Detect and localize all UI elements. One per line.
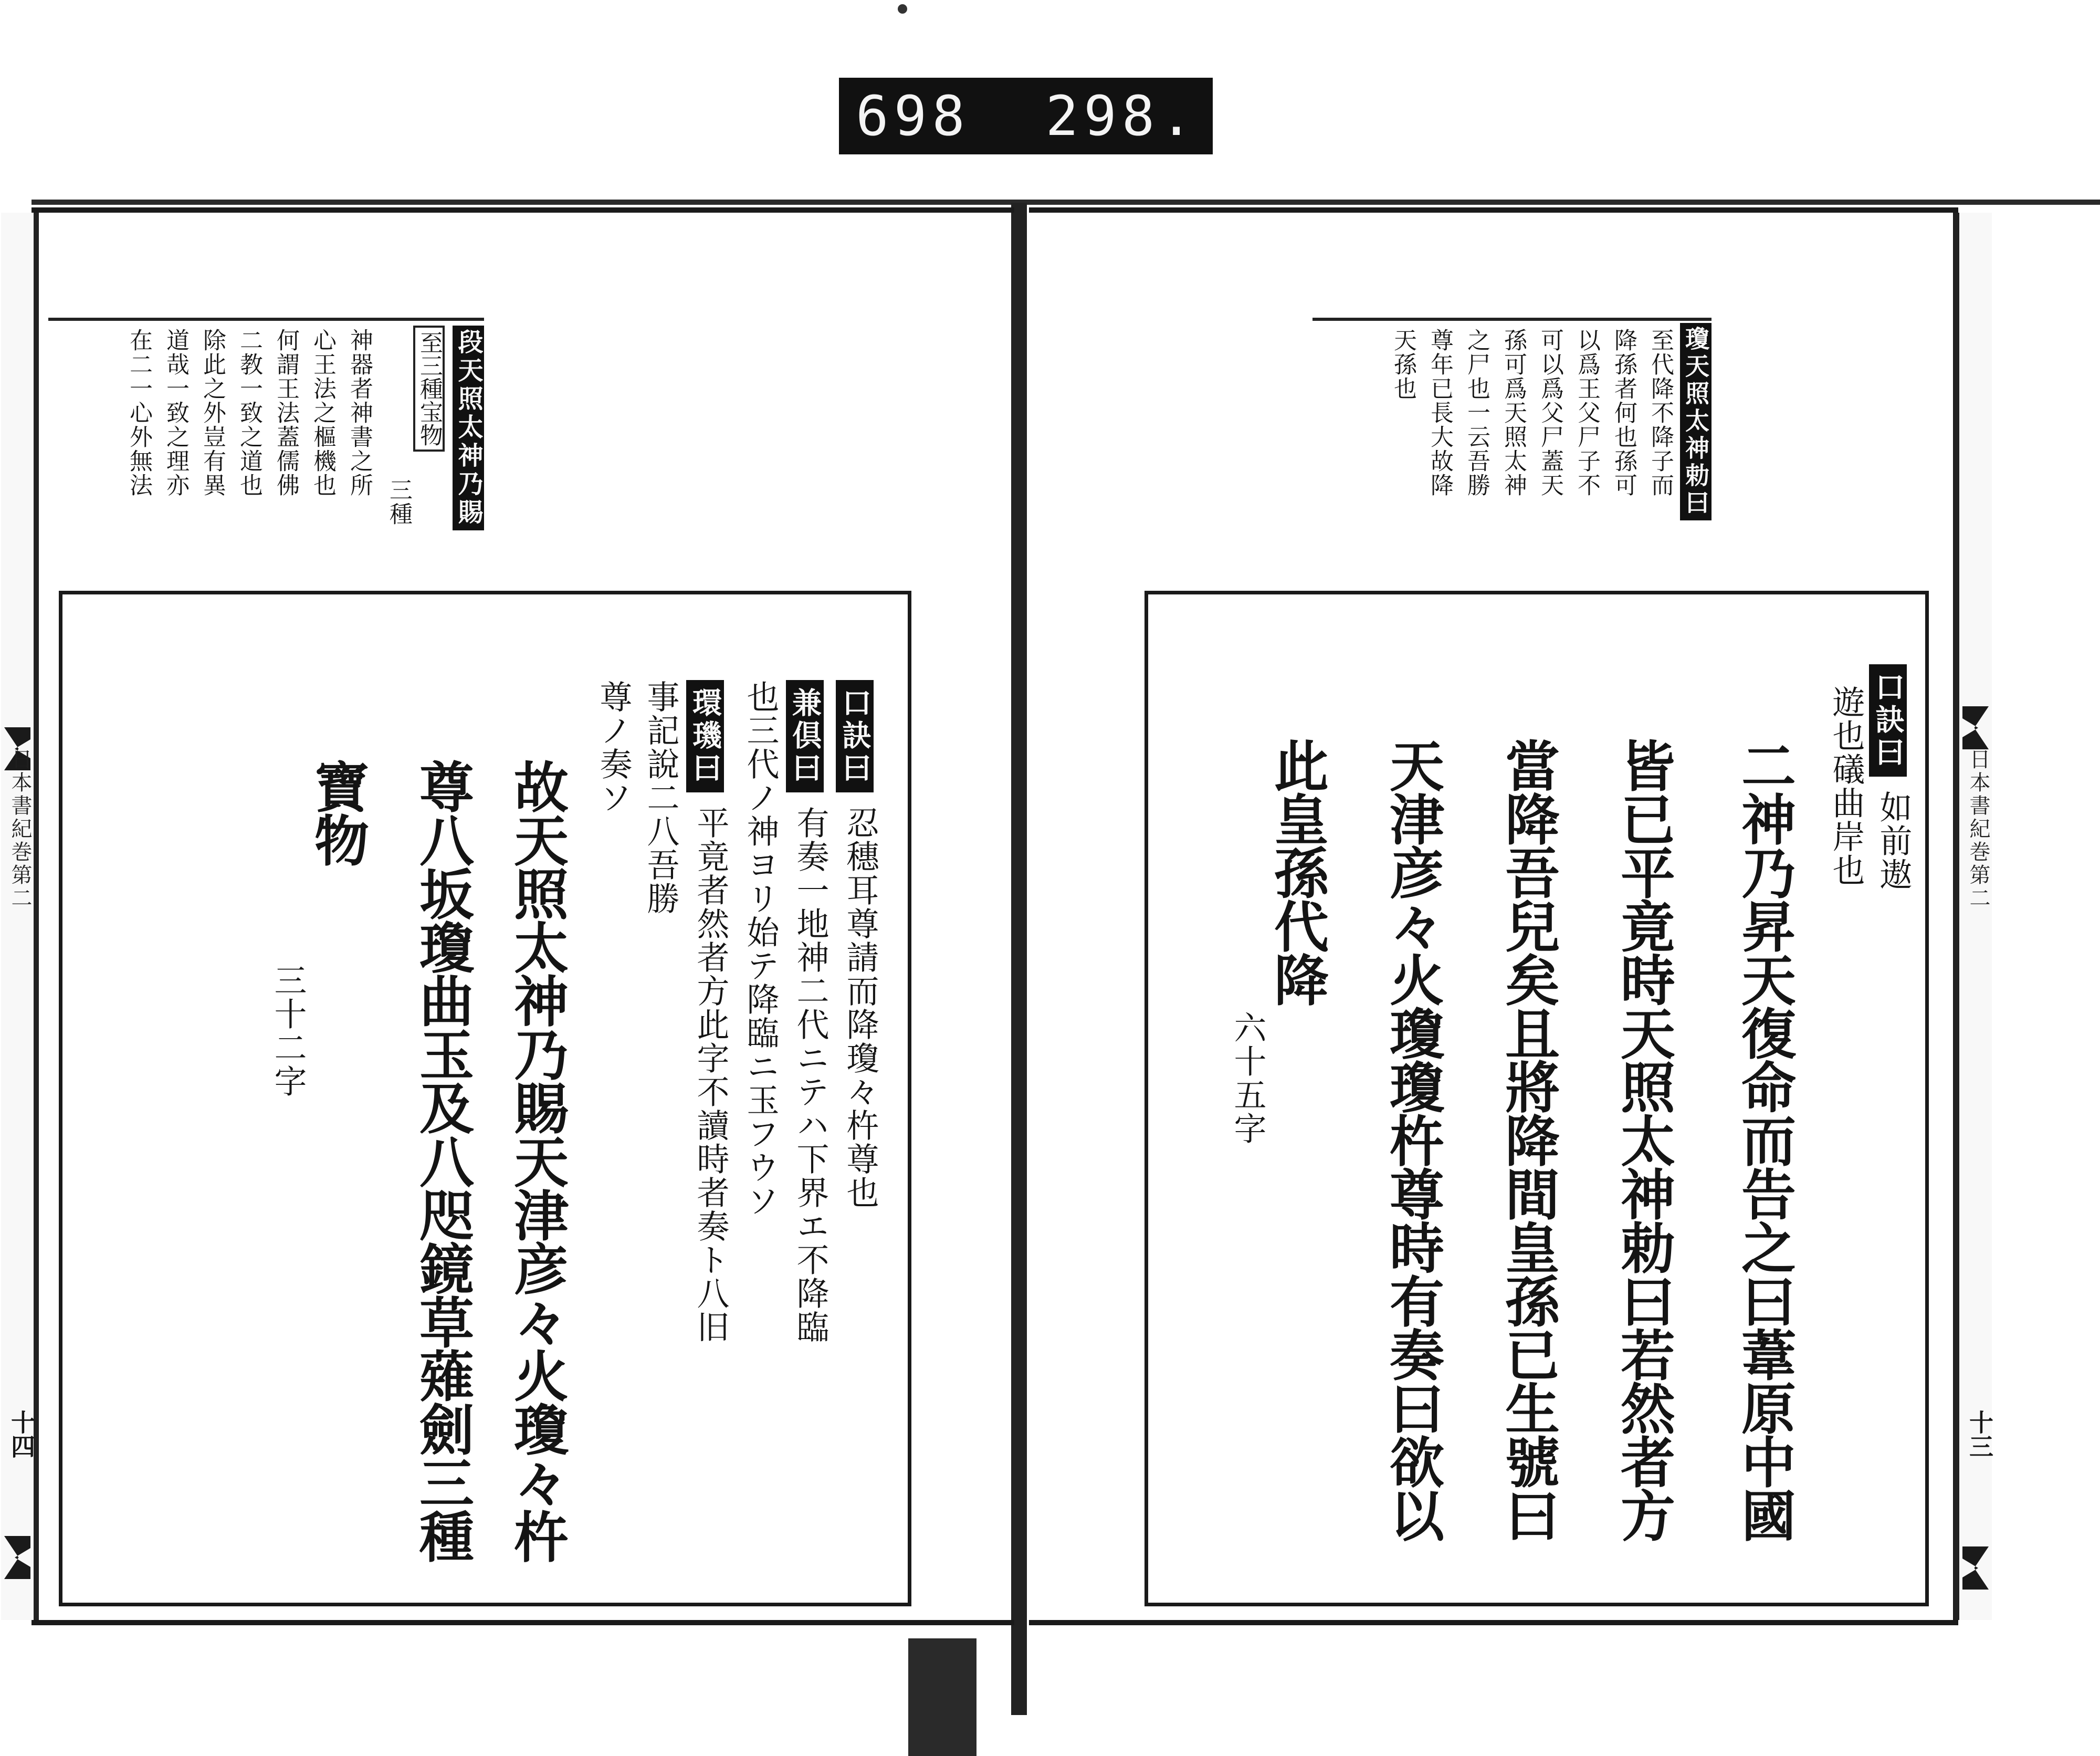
left-kuketsu-text: 忍穗耳尊請而降瓊々杵尊也 [841, 806, 879, 1209]
right-headnote-label: 瓊天照太神勅曰 [1680, 323, 1712, 520]
right-strip-title: 日本書紀巻第二 [1966, 748, 1990, 910]
right-headnote-line: 可以爲父尸蓋天 [1537, 328, 1563, 497]
right-headnote-line: 至代降不降子而 [1647, 328, 1674, 497]
right-main-line: 皆已平竟時天照太神勅曰若然者方 [1611, 738, 1676, 1541]
right-headnote-line: 之尸也一云吾勝 [1463, 328, 1490, 497]
right-headnote-line: 以爲王父尸子不 [1573, 328, 1600, 497]
fish-tail-mark-icon [1962, 706, 1989, 749]
left-kenju-label: 兼倶曰 [786, 680, 824, 792]
left-kenju-line: 也三代ノ神ヨリ始テ降臨ニ玉フウソ [741, 680, 780, 1218]
left-main-line: 故天照太神乃賜天津彦々火瓊々杵 [505, 759, 569, 1562]
left-headnote-line: 在二一心外無法 [125, 328, 152, 497]
left-headnote-tail: 三種 [385, 478, 412, 526]
left-headnote-line: 除此之外豈有異 [199, 328, 226, 497]
right-folio-number: 十三 [1966, 1410, 1994, 1458]
left-headnote-boxed-label: 至三種宝物 [413, 326, 445, 452]
left-headnote-line: 心王法之樞機也 [309, 328, 336, 497]
left-kanki-label: 環璣曰 [686, 680, 724, 792]
right-kuketsu-line: 如前遨 [1874, 790, 1913, 891]
left-main-line: 尊八坂瓊曲玉及八咫鏡草薙劍三種 [410, 759, 475, 1562]
left-margin-strip [1, 213, 39, 1620]
scan-speck [898, 4, 907, 14]
right-headnote-line: 天孫也 [1390, 328, 1416, 401]
left-kanki-line: 尊ノ奏ソ [594, 680, 633, 814]
right-kuketsu-line: 遊也礒曲岸也 [1827, 685, 1865, 887]
right-kuketsu-label: 口訣曰 [1869, 664, 1907, 777]
left-main-line: 寶物 [305, 759, 370, 866]
right-main-line: 當降吾兒矣且將降間皇孫已生號曰 [1496, 738, 1560, 1541]
fish-tail-mark-bottom-icon [4, 1536, 30, 1579]
frame-number-left: 698 [856, 84, 970, 148]
left-kenju-line: 有奏一地神二代ニテハ下界エ不降臨 [791, 806, 830, 1344]
book-top-edge [32, 200, 2100, 205]
left-char-count: 三十二字 [269, 964, 307, 1098]
left-headnote-line: 二教一致之道也 [236, 328, 262, 497]
left-kanki-line: 事記說二八吾勝 [642, 680, 680, 915]
gutter-tab [908, 1638, 976, 1756]
right-headnote-line: 降孫者何也孫可 [1610, 328, 1637, 497]
left-kuketsu-label: 口訣曰 [836, 680, 874, 792]
left-kanki-line: 平竟者然者方此字不讀時者奏ト八旧 [691, 806, 730, 1344]
left-page [7, 207, 1014, 1625]
right-margin-strip [1954, 213, 1992, 1620]
left-headnote-line: 何謂王法蓋儒佛 [272, 328, 299, 497]
right-main-line: 此皇孫代降 [1265, 738, 1329, 1006]
left-strip-title: 日本書紀巻第二 [8, 748, 32, 910]
frame-number-right: 298. [1045, 84, 1198, 148]
left-folio-number: 十四 [7, 1410, 36, 1458]
left-headnote-line: 道哉一致之理亦 [162, 328, 189, 497]
right-headnote-line: 孫可爲天照太神 [1500, 328, 1527, 497]
right-main-line: 天津彦々火瓊瓊杵尊時有奏曰欲以 [1380, 738, 1445, 1541]
right-char-count: 六十五字 [1228, 1011, 1267, 1145]
right-main-line: 二神乃昇天復命而告之曰葦原中國 [1732, 738, 1797, 1541]
fish-tail-mark-bottom-icon [1962, 1546, 1989, 1590]
frame-number-plate [839, 78, 1213, 154]
right-headnote-line: 尊年已長大故降 [1426, 328, 1453, 497]
right-page [1029, 207, 1994, 1625]
left-headnote-label: 段天照太神乃賜 [453, 326, 484, 530]
left-headnote-line: 神器者神書之所 [346, 328, 373, 497]
